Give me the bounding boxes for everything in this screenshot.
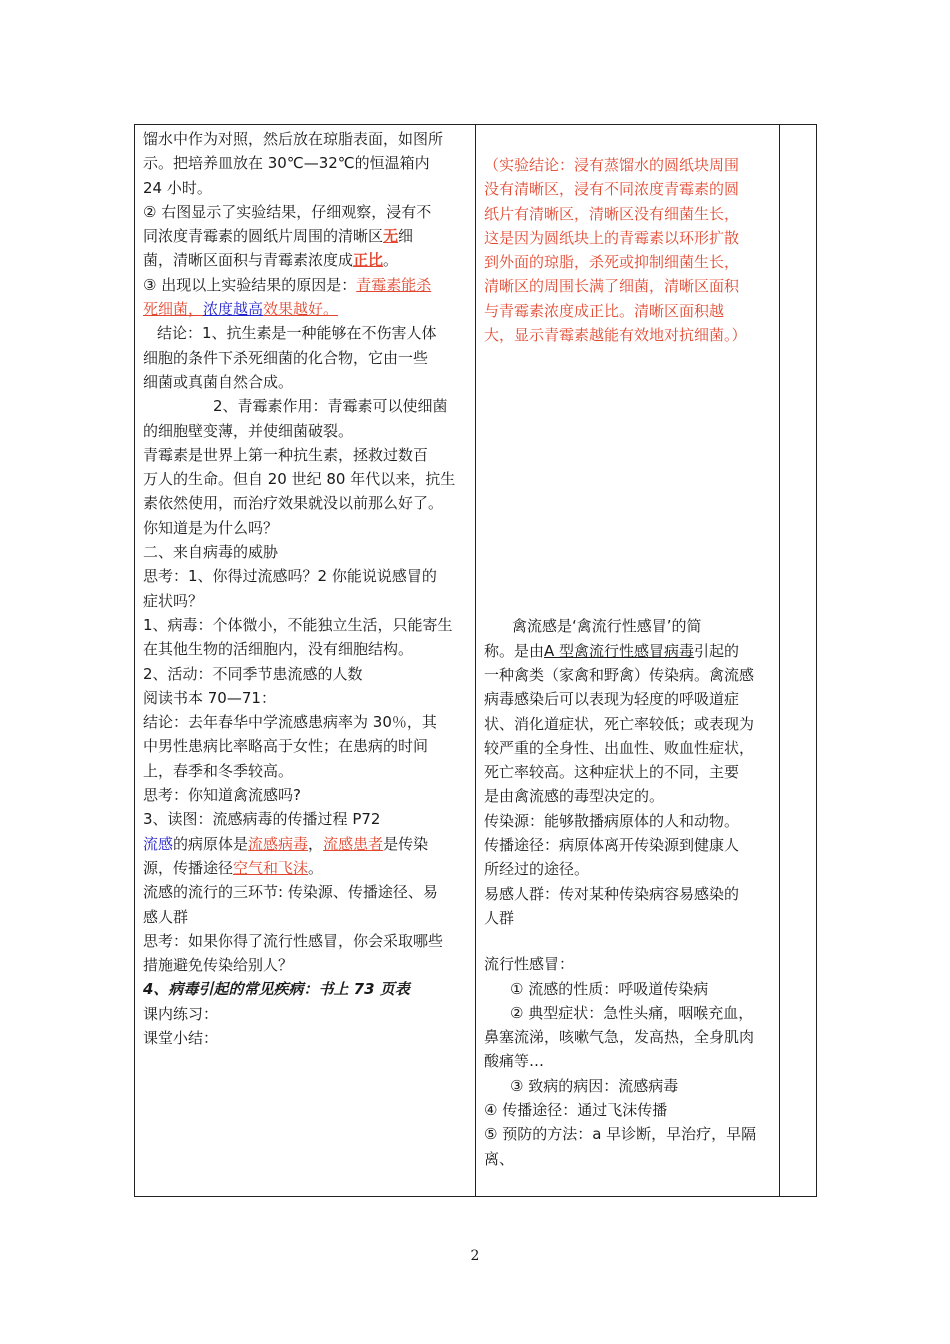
page-number: 2: [470, 1248, 480, 1264]
text-line: 病毒感染后可以表现为轻度的呼吸道症: [484, 690, 740, 709]
text-span: ③ 出现以上实验结果的原因是：: [143, 275, 357, 294]
text-span: 流感: [143, 834, 174, 853]
text-span: 的病原体是: [173, 834, 249, 853]
text-line: 结论：去年春华中学流感患病率为 30％，其: [143, 713, 437, 732]
text-span: 引起的: [694, 641, 740, 660]
text-line: 思考：你知道禽流感吗?: [143, 786, 301, 805]
text-line: 鼻塞流涕，咳嗽气急，发高热，全身肌肉: [484, 1028, 755, 1047]
text-line: [143, 224, 473, 248]
text-line: ② 典型症状：急性头痛，咽喉充血，: [510, 1003, 754, 1022]
text-line: 示。把培养皿放在 30℃—32℃的恒温箱内: [143, 154, 430, 173]
text-line: 禽流感是‘禽流行性感冒’的简: [512, 617, 702, 636]
text-line: 所经过的途径。: [484, 860, 590, 879]
answer-span: 流感病毒: [248, 834, 309, 853]
text-line: 细胞的条件下杀死细菌的化合物，它由一些: [143, 348, 429, 367]
text-line: 酸痛等…: [484, 1052, 545, 1071]
text-line: 中男性患病比率略高于女性；在患病的时间: [143, 737, 429, 756]
answer-span: 正比: [353, 251, 384, 270]
text-line: 思考：1、你得过流感吗？2 你能说说感冒的: [143, 567, 437, 586]
text-line: 离、: [484, 1149, 515, 1168]
text-line: 死亡率较高。这种症状上的不同，主要: [484, 763, 740, 782]
text-line: 馏水中作为对照，然后放在琼脂表面，如图所: [143, 130, 444, 148]
empty-remarks-cell: [780, 125, 816, 1196]
text-line: 素依然使用，而治疗效果就没以前那么好了。: [143, 494, 444, 513]
text-line: ⑤ 预防的方法：a 早诊断，早治疗，早隔: [484, 1125, 757, 1144]
text-line: 2、活动：不同季节患流感的人数: [143, 664, 363, 683]
text-line: 青霉素是世界上第一种抗生素，拯救过数百: [143, 445, 429, 464]
text-span: 。: [383, 251, 399, 270]
text-line: ② 右图显示了实验结果，仔细观察，浸有不: [143, 202, 432, 221]
text-line: 4、病毒引起的常见疾病：书上 73 页表: [143, 980, 410, 999]
text-line: 症状吗？: [143, 591, 204, 610]
text-line: [143, 273, 473, 297]
text-line: 阅读书本 70—71：: [143, 688, 276, 707]
text-line: [143, 832, 473, 856]
text-line: 24 小时。: [143, 178, 212, 197]
text-line: 大，显示青霉素越能有效地对抗细菌。）: [484, 326, 747, 345]
answer-span: 死细菌，: [143, 300, 204, 319]
text-line: 3、读图：流感病毒的传播过程 P72: [143, 810, 381, 829]
text-line: 没有清晰区，浸有不同浓度青霉素的圆: [484, 180, 740, 199]
text-line: 这是因为圆纸块上的青霉素以环形扩散: [484, 228, 740, 247]
text-line: [143, 856, 473, 880]
text-span: 。: [308, 858, 324, 877]
text-line: （实验结论：浸有蒸馏水的圆纸块周围: [484, 156, 740, 174]
text-line: ① 流感的性质：呼吸道传染病: [510, 979, 709, 998]
text-line: 感人群: [143, 907, 189, 926]
text-line: 万人的生命。但自 20 世纪 80 年代以来，抗生: [143, 470, 456, 489]
text-line: 思考：如果你得了流行性感冒，你会采取哪些: [143, 931, 444, 950]
text-span: ，: [308, 834, 324, 853]
text-line: ③ 致病的病因：流感病毒: [510, 1076, 679, 1095]
text-line: 状、消化道症状，死亡率较低；或表现为: [484, 714, 755, 733]
text-line: 措施避免传染给别人？: [143, 956, 294, 975]
text-span: 是传染: [383, 834, 429, 853]
text-line: [484, 639, 780, 663]
text-line: 是由禽流感的毒型决定的。: [484, 787, 665, 806]
answer-span: 青霉素能杀: [356, 275, 432, 294]
experiment-conclusion: [484, 153, 780, 347]
text-span: 称。是由: [484, 641, 545, 660]
text-span: 同浓度青霉素的圆纸片周围的清晰区: [143, 227, 384, 246]
text-span: 细: [398, 227, 414, 246]
text-line: 结论：1、抗生素是一种能够在不伤害人体: [157, 324, 437, 343]
notes-cell: [484, 125, 780, 1196]
text-line: 到外面的琼脂，杀死或抑制细菌生长，: [484, 253, 740, 272]
answer-span: 浓度越高: [203, 300, 264, 319]
text-line: 传播途径：病原体离开传染源到健康人: [484, 836, 740, 855]
text-span: 菌，清晰区面积与青霉素浓度成: [143, 251, 354, 270]
text-line: 传染源：能够散播病原体的人和动物。: [484, 811, 740, 830]
lesson-table: [134, 124, 817, 1197]
text-line: ④ 传播途径：通过飞沫传播: [484, 1101, 668, 1120]
text-line: 课堂小结：: [143, 1028, 219, 1047]
text-line: 上，春季和冬季较高。: [143, 761, 294, 780]
text-line: 的细胞壁变薄，并使细菌破裂。: [143, 421, 354, 440]
text-line: 课内练习：: [143, 1004, 219, 1023]
text-line: 易感人群：传对某种传染病容易感染的: [484, 884, 740, 903]
text-line: 流行性感冒：: [484, 955, 575, 974]
text-line: 1、病毒：个体微小，不能独立生活，只能寄生: [143, 615, 453, 634]
answer-span: 空气和飞沫: [233, 858, 309, 877]
text-line: 较严重的全身性、出血性、败血性症状，: [484, 738, 755, 757]
text-line: 一种禽类（家禽和野禽）传染病。禽流感: [484, 665, 755, 684]
text-line: 在其他生物的活细胞内，没有细胞结构。: [143, 640, 414, 659]
answer-span: 效果越好。: [263, 300, 339, 319]
virus-name: A 型禽流行性感冒病毒: [544, 641, 695, 660]
text-line: 你知道是为什么吗？: [143, 518, 279, 537]
text-span: 源，传播途径: [143, 858, 234, 877]
answer-span: 无: [383, 227, 399, 246]
text-line: [143, 248, 473, 272]
column-divider-1: [475, 125, 476, 1196]
section-heading: 二、来自病毒的威胁: [143, 543, 279, 562]
text-line: 流感的流行的三环节: 传染源、传播途径、易: [143, 883, 438, 902]
answer-span: 流感患者: [323, 834, 384, 853]
text-line: 与青霉素浓度成正比。清晰区面积越: [484, 301, 725, 320]
text-line: 清晰区的周围长满了细菌，清晰区面积: [484, 277, 740, 296]
teaching-content-cell: [143, 125, 473, 1196]
text-line: 纸片有清晰区，清晰区没有细菌生长，: [484, 204, 740, 223]
text-line: 人群: [484, 908, 515, 927]
text-line: [143, 297, 473, 321]
text-line: 2、青霉素作用：青霉素可以使细菌: [213, 397, 448, 416]
text-line: 细菌或真菌自然合成。: [143, 372, 294, 391]
